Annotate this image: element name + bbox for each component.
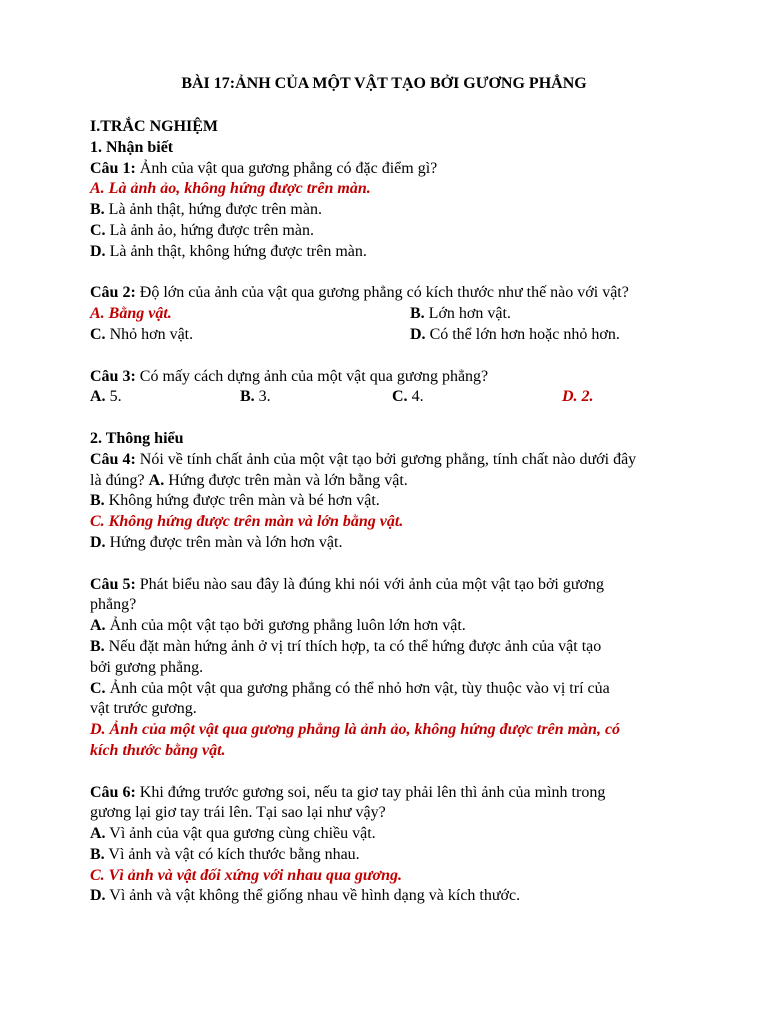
q5-c-text-line1: Ảnh của một vật qua gương phẳng có thể nhỏ hơn vật, tùy thuộc vào vị trí của — [105, 679, 610, 697]
q2-b-label: B. — [410, 305, 425, 323]
q4-question-line2 — [90, 471, 690, 492]
q2-c-text: Nhỏ hơn vật. — [105, 325, 194, 343]
q3-a-text: 5. — [105, 388, 122, 406]
q3-text: Có mấy cách dựng ảnh của một vật qua gương phẳng? — [135, 367, 489, 385]
q6-question-line1 — [90, 783, 690, 804]
q5-option-d-line2: kích thước bằng vật. — [90, 741, 226, 759]
q1-option-a: A. Là ảnh ảo, không hứng được trên màn. — [90, 180, 371, 198]
q5-option-c-line2: vật trước gương. — [90, 700, 197, 718]
q6-text-line1: Khi đứng trước gương soi, nếu ta giơ tay phải lên thì ảnh của mình trong — [135, 783, 606, 801]
q1-d-text: Là ảnh thật, không hứng được trên màn. — [105, 242, 367, 260]
q5-option-c-line1 — [90, 679, 690, 700]
q3-c-label: C. — [392, 388, 408, 406]
q3-options-row — [90, 387, 690, 408]
q1-question — [90, 159, 690, 180]
q3-label: Câu 3: — [90, 367, 136, 385]
q2-c-label: C. — [90, 325, 106, 343]
q5-option-d-line1: D. Ảnh của một vật qua gương phẳng là ảnh ảo, không hứng được trên màn, có — [90, 721, 621, 739]
q3-option-d: D. 2. — [562, 388, 594, 406]
q2-option-b — [410, 304, 511, 325]
q4-option-d — [90, 533, 690, 554]
q2-b-text: Lớn hơn vật. — [424, 305, 511, 323]
q2-text: Độ lớn của ảnh của vật qua gương phẳng có kích thước như thế nào với vật? — [135, 284, 629, 302]
q4-b-label: B. — [90, 492, 105, 510]
q6-option-d — [90, 886, 690, 907]
q1-b-text: Là ảnh thật, hứng được trên màn. — [104, 201, 322, 219]
section-heading: I.TRẮC NGHIỆM — [90, 118, 219, 135]
q4-label: Câu 4: — [90, 450, 136, 468]
q1-d-label: D. — [90, 242, 106, 260]
q2-option-a: A. Bằng vật. — [90, 305, 172, 323]
q2-d-label: D. — [410, 325, 426, 343]
q4-d-label: D. — [90, 533, 106, 551]
q5-text-line1: Phát biểu nào sau đây là đúng khi nói với ảnh của một vật tạo bởi gương — [135, 575, 604, 593]
q6-question-line2: gương lại giơ tay trái lên. Tại sao lại như vậy? — [90, 804, 386, 822]
q1-option-c — [90, 221, 690, 242]
q3-option-b — [240, 387, 271, 408]
q6-a-text: Vì ảnh của vật qua gương cùng chiều vật. — [105, 825, 376, 843]
q3-a-label: A. — [90, 388, 106, 406]
q3-b-label: B. — [240, 388, 255, 406]
q1-option-d — [90, 242, 690, 263]
lesson-title: BÀI 17:ẢNH CỦA MỘT VẬT TẠO BỞI GƯƠNG PHẲNG — [181, 75, 587, 92]
q6-b-label: B. — [90, 845, 105, 863]
q5-b-text-line1: Nếu đặt màn hứng ảnh ở vị trí thích hợp, ta có thể hứng được ảnh của vật tạo — [104, 637, 602, 655]
q6-b-text: Vì ảnh và vật có kích thước bằng nhau. — [104, 845, 360, 863]
q5-option-a — [90, 616, 690, 637]
q4-d-text: Hứng được trên màn và lớn hơn vật. — [105, 533, 343, 551]
q4-a-text: Hứng được trên màn và lớn bằng vật. — [164, 471, 408, 489]
q4-a-label: A. — [148, 471, 165, 489]
q2-d-text: Có thể lớn hơn hoặc nhỏ hơn. — [425, 325, 620, 343]
q5-question-line2: phẳng? — [90, 596, 137, 614]
q4-text-line2: là đúng? — [90, 471, 149, 489]
q5-a-text: Ảnh của một vật tạo bởi gương phẳng luôn lớn hơn vật. — [105, 617, 466, 635]
q4-option-b — [90, 491, 690, 512]
q1-label: Câu 1: — [90, 159, 136, 177]
quiz-content — [90, 117, 690, 907]
q2-label: Câu 2: — [90, 284, 136, 302]
q6-a-label: A. — [90, 825, 106, 843]
q1-b-label: B. — [90, 201, 105, 219]
q2-option-c — [90, 325, 193, 346]
q6-option-b — [90, 845, 690, 866]
q4-option-c: C. Không hứng được trên màn và lớn bằng vật. — [90, 513, 404, 531]
part1-heading: 1. Nhận biết — [90, 138, 174, 156]
q5-question-line1 — [90, 575, 690, 596]
q6-d-text: Vì ảnh và vật không thể giống nhau về hình dạng và kích thước. — [105, 887, 521, 905]
q1-c-text: Là ảnh ảo, hứng được trên màn. — [105, 221, 314, 239]
q5-a-label: A. — [90, 617, 106, 635]
q5-c-label: C. — [90, 679, 106, 697]
q3-b-text: 3. — [254, 388, 271, 406]
q6-option-c: C. Vì ảnh và vật đối xứng với nhau qua gương. — [90, 866, 402, 884]
q3-option-a — [90, 387, 122, 408]
q5-b-label: B. — [90, 637, 105, 655]
q1-c-label: C. — [90, 221, 106, 239]
q2-question — [90, 283, 690, 304]
q4-question-line1 — [90, 450, 690, 471]
q3-question — [90, 367, 690, 388]
q3-c-text: 4. — [407, 388, 424, 406]
q6-label: Câu 6: — [90, 783, 136, 801]
q2-option-d — [410, 325, 620, 346]
q6-option-a — [90, 824, 690, 845]
q2-row-1 — [90, 304, 690, 325]
q6-d-label: D. — [90, 887, 106, 905]
q5-option-b-line2: bởi gương phẳng. — [90, 658, 204, 676]
part2-heading: 2. Thông hiểu — [90, 429, 184, 447]
q4-text-line1: Nói về tính chất ảnh của một vật tạo bởi gương phẳng, tính chất nào dưới đây — [135, 450, 637, 468]
q4-b-text: Không hứng được trên màn và bé hơn vật. — [104, 492, 380, 510]
q2-row-2 — [90, 325, 690, 346]
q3-option-c — [392, 387, 424, 408]
q1-option-b — [90, 200, 690, 221]
q5-label: Câu 5: — [90, 575, 136, 593]
q1-text: Ảnh của vật qua gương phẳng có đặc điểm gì? — [135, 159, 438, 177]
q5-option-b-line1 — [90, 637, 690, 658]
